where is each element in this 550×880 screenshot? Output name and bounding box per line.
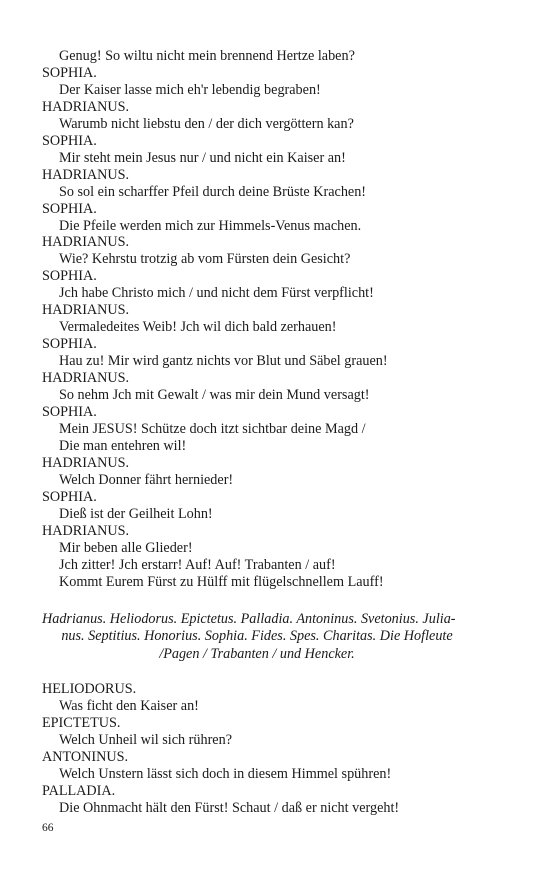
verse-line: Die Ohnmacht hält den Fürst! Schaut / daß er nicht vergeht!	[59, 799, 400, 816]
stage-direction-line: /Pagen / Trabanten / und Hencker.	[159, 645, 355, 662]
verse-line: Mein JESUS! Schütze doch itzt sichtbar deine Magd /	[59, 420, 366, 437]
speaker-name: SOPHIA.	[42, 268, 97, 285]
verse-line: Genug! So wiltu nicht mein brennend Hertze laben?	[59, 48, 355, 64]
page-number: 66	[42, 822, 54, 834]
verse-line: Mir steht mein Jesus nur / und nicht ein Kaiser an!	[59, 149, 346, 166]
speaker-name: SOPHIA.	[42, 200, 97, 217]
dialogue-section-1	[42, 48, 482, 591]
speaker-name: ANTONINUS.	[42, 748, 129, 765]
speaker-name: HADRIANUS.	[42, 454, 130, 471]
speaker-name: SOPHIA.	[42, 336, 97, 353]
speaker-name: SOPHIA.	[42, 64, 97, 81]
verse-line: Welch Donner fährt hernieder!	[59, 471, 234, 488]
speaker-name: SOPHIA.	[42, 404, 97, 421]
speaker-name: HADRIANUS.	[42, 522, 130, 539]
page-body	[42, 48, 482, 817]
verse-line: Kommt Eurem Fürst zu Hülff mit flügelschnellem Lauff!	[59, 573, 384, 590]
speaker-name: HADRIANUS.	[42, 166, 130, 183]
speaker-name: SOPHIA.	[42, 488, 97, 505]
verse-line: Vermaledeites Weib! Jch wil dich bald zerhauen!	[59, 319, 337, 336]
verse-line: Dieß ist der Geilheit Lohn!	[59, 505, 213, 522]
speaker-name: SOPHIA.	[42, 132, 97, 149]
speaker-name: HADRIANUS.	[42, 98, 130, 115]
verse-line: Was ficht den Kaiser an!	[59, 697, 199, 714]
verse-line: Die Pfeile werden mich zur Himmels-Venus machen.	[59, 217, 362, 234]
verse-line: So sol ein scharffer Pfeil durch deine Brüste Krachen!	[59, 183, 367, 200]
verse-line: Hau zu! Mir wird gantz nichts vor Blut und Säbel grauen!	[59, 353, 388, 370]
speaker-name: EPICTETUS.	[42, 714, 121, 731]
verse-line: Welch Unheil wil sich rühren?	[59, 731, 232, 748]
stage-direction-line: Hadrianus. Heliodorus. Epictetus. Palladia. Antoninus. Svetonius. Julia-	[42, 610, 456, 627]
verse-line: Die man entehren wil!	[59, 437, 187, 454]
speaker-name: HADRIANUS.	[42, 234, 130, 251]
verse-line: Wie? Kehrstu trotzig ab vom Fürsten dein Gesicht?	[59, 251, 351, 268]
speaker-name: PALLADIA.	[42, 782, 116, 799]
dialogue-section-2	[42, 681, 482, 817]
verse-line: Jch habe Christo mich / und nicht dem Fürst verpflicht!	[59, 285, 374, 302]
speaker-name: HELIODORUS.	[42, 681, 137, 697]
verse-line: Welch Unstern lässt sich doch in diesem Himmel spühren!	[59, 765, 392, 782]
stage-direction-line: nus. Septitius. Honorius. Sophia. Fides. Spes. Charitas. Die Hofleute	[61, 628, 453, 644]
speaker-name: HADRIANUS.	[42, 302, 130, 319]
verse-line: Mir beben alle Glieder!	[59, 539, 193, 556]
verse-line: Warumb nicht liebstu den / der dich vergöttern kan?	[59, 115, 354, 132]
verse-line: Jch zitter! Jch erstarr! Auf! Auf! Trabanten / auf!	[59, 556, 336, 573]
verse-line: So nehm Jch mit Gewalt / was mir dein Mund versagt!	[59, 387, 370, 404]
speaker-name: HADRIANUS.	[42, 370, 130, 387]
stage-direction	[42, 611, 472, 664]
verse-line: Der Kaiser lasse mich eh'r lebendig begraben!	[59, 81, 321, 98]
